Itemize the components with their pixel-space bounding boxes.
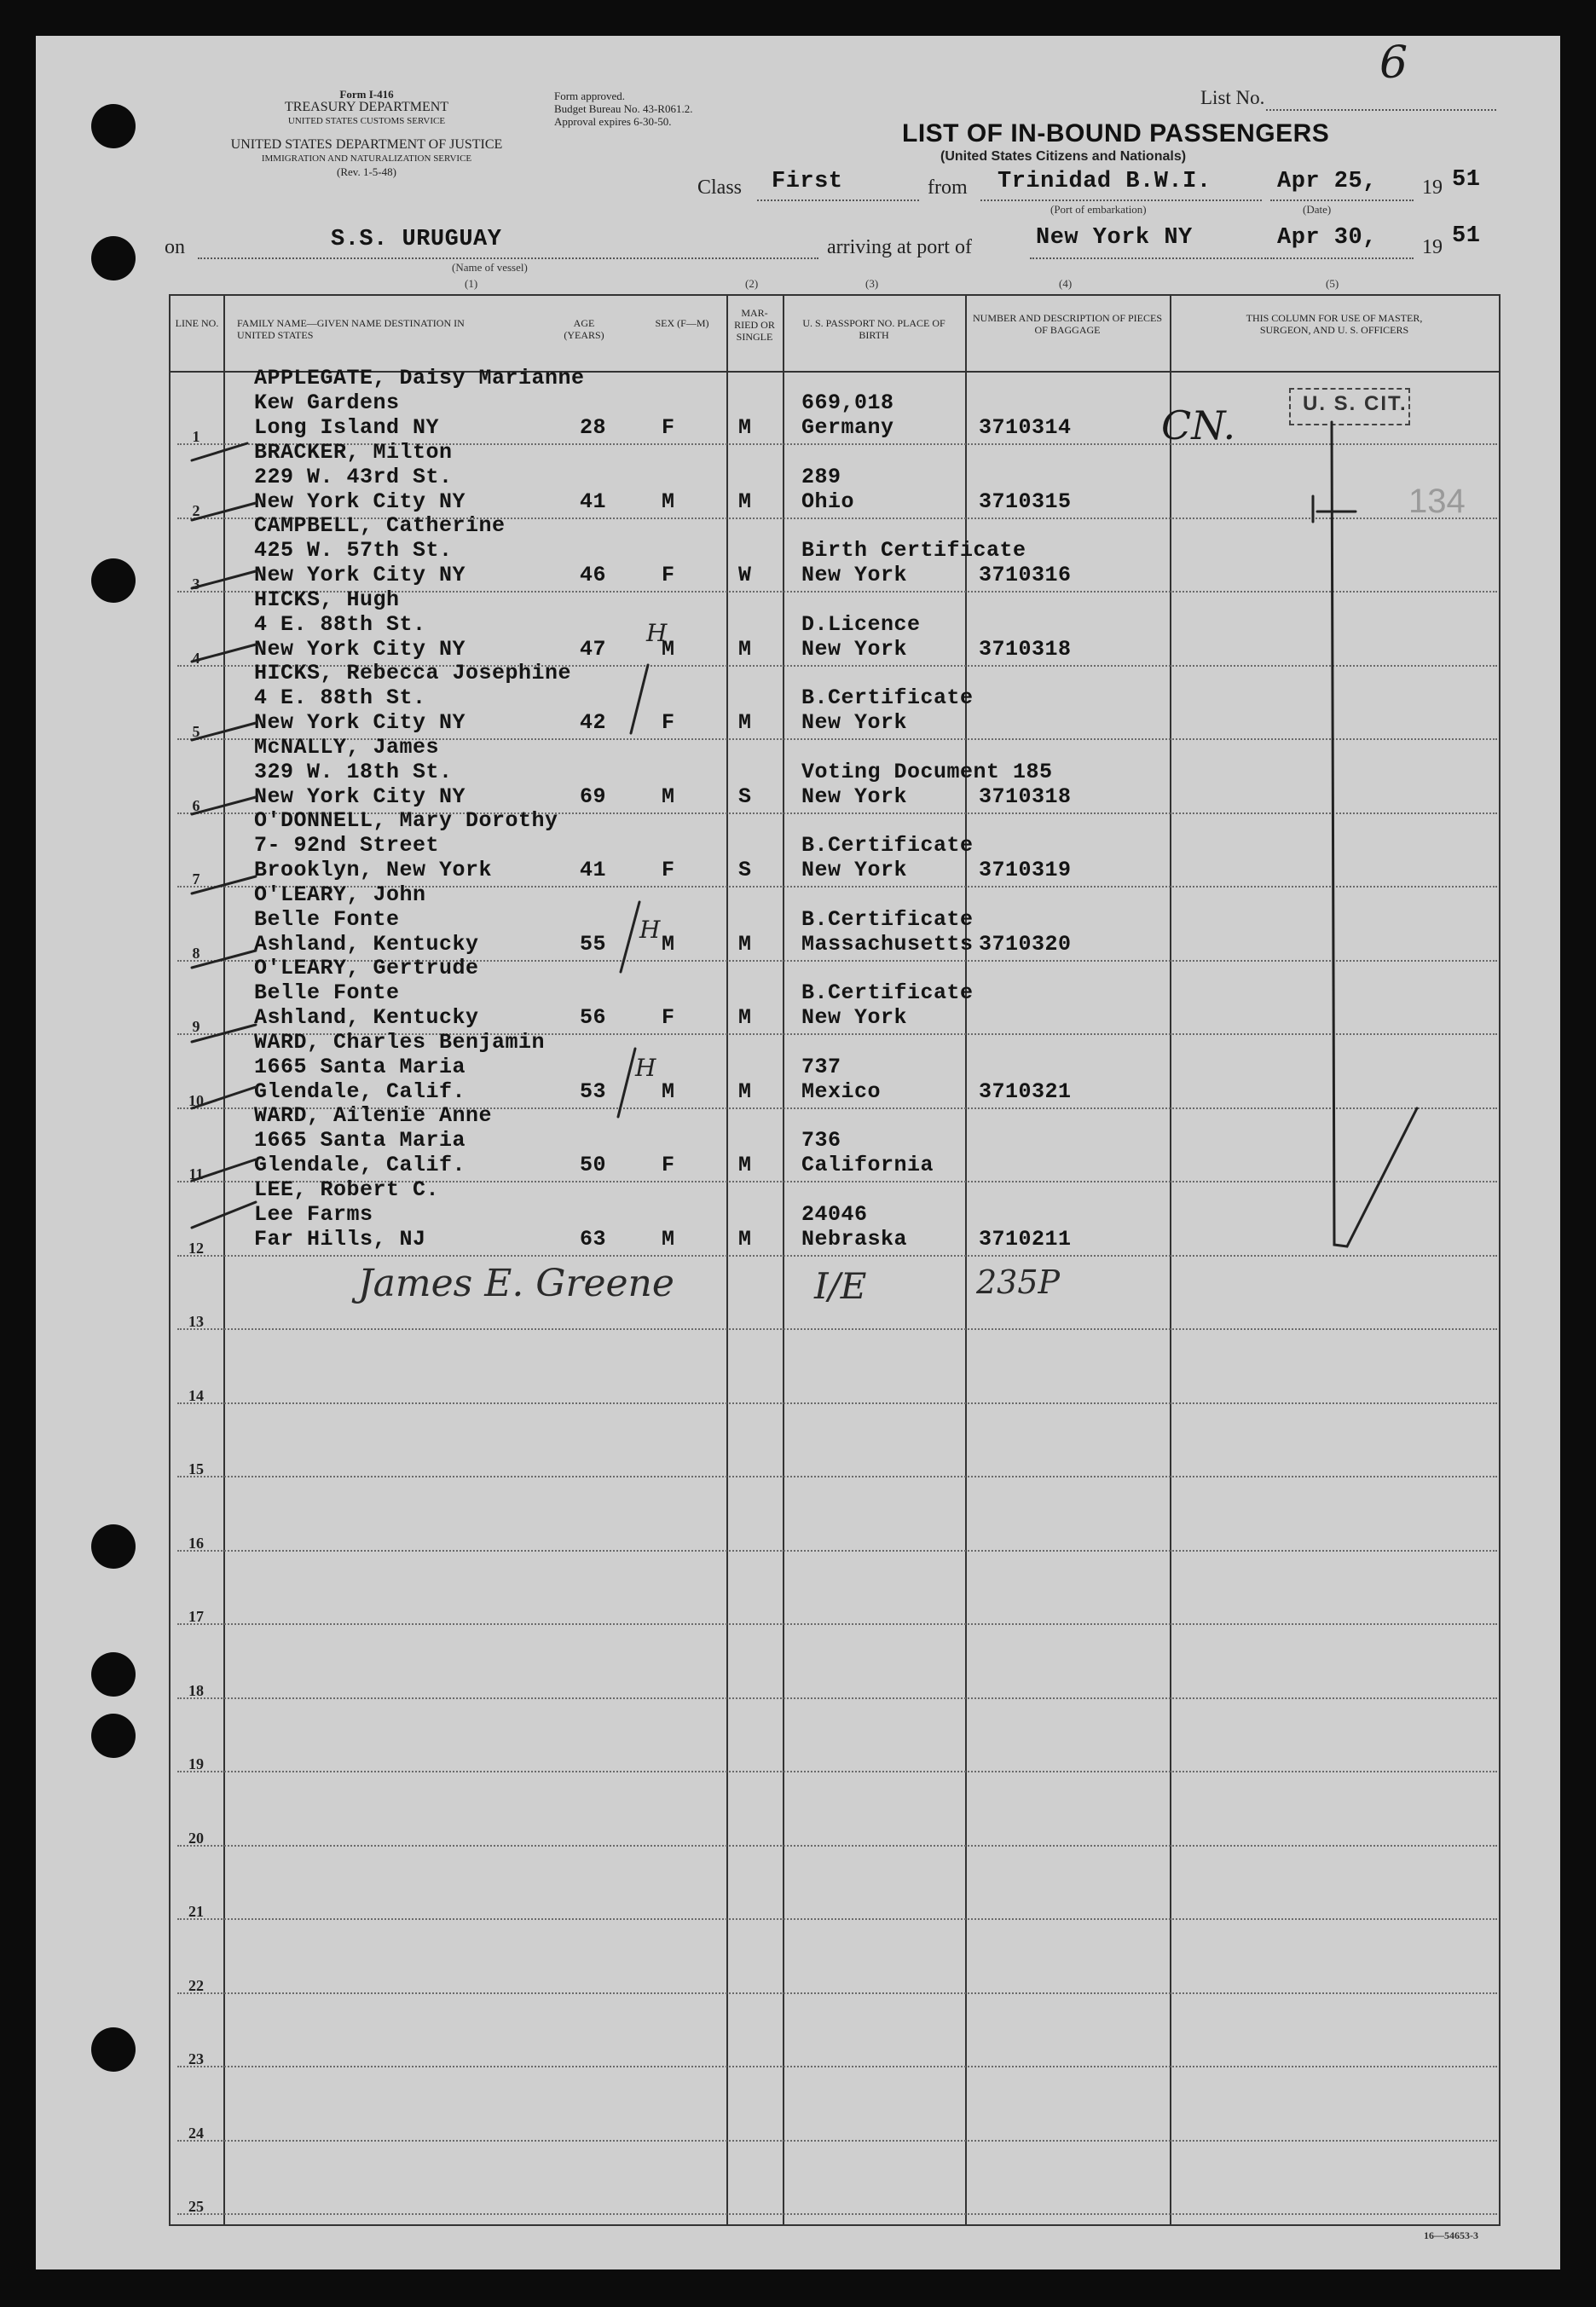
h-mark: H	[639, 916, 661, 944]
age: 47	[580, 637, 607, 662]
line-number: 20	[188, 1830, 204, 1847]
passenger-name: WARD, Charles Benjamin	[254, 1030, 546, 1055]
passport-document: B.Certificate	[801, 833, 974, 858]
us-cit-stamp-text: U. S. CIT.	[1303, 392, 1408, 415]
date-caption: (Date)	[1303, 203, 1332, 216]
col-header-baggage: NUMBER AND DESCRIPTION OF PIECES OF BAGGAGE	[972, 312, 1163, 336]
list-no-label: List No.	[1200, 87, 1265, 108]
age: 69	[580, 784, 607, 809]
destination-line-1: 4 E. 88th St.	[254, 685, 426, 710]
check-mark	[192, 571, 256, 588]
class-value: First	[772, 169, 843, 194]
class-label: Class	[697, 176, 743, 199]
passenger-name: O'LEARY, Gertrude	[254, 956, 479, 980]
marital-status: M	[738, 1079, 752, 1104]
destination-line-1: 425 W. 57th St.	[254, 538, 453, 563]
col-number: (2)	[745, 277, 759, 290]
destination-line-1: 329 W. 18th St.	[254, 760, 453, 784]
line-number: 13	[188, 1313, 204, 1330]
line-number: 22	[188, 1977, 204, 1994]
passenger-name: LEE, Robert C.	[254, 1177, 440, 1202]
passport-document: B.Certificate	[801, 907, 974, 932]
arrival-port-value: New York NY	[1036, 225, 1193, 251]
col-header-age: AGE (YEARS)	[564, 317, 604, 341]
passenger-name: HICKS, Rebecca Josephine	[254, 661, 572, 685]
signature-mid: I/E	[814, 1265, 867, 1307]
destination-line-2: Brooklyn, New York	[254, 858, 493, 882]
line-number: 12	[188, 1240, 204, 1257]
col-header-line: LINE NO.	[175, 317, 219, 329]
place-of-birth: Massachusetts	[801, 932, 974, 957]
line-number: 4	[192, 650, 200, 667]
passport-document: D.Licence	[801, 612, 921, 637]
destination-line-2: Ashland, Kentucky	[254, 932, 479, 957]
destination-line-1: 7- 92nd Street	[254, 833, 440, 858]
line-number: 24	[188, 2125, 204, 2142]
passport-document: 737	[801, 1055, 841, 1079]
destination-line-2: New York City NY	[254, 710, 466, 735]
col-number: (1)	[465, 277, 478, 290]
place-of-birth: New York	[801, 784, 908, 809]
page-number: 6	[1379, 38, 1408, 89]
passenger-name: CAMPBELL, Catherine	[254, 513, 506, 538]
passenger-name: O'DONNELL, Mary Dorothy	[254, 808, 558, 833]
passenger-name: O'LEARY, John	[254, 882, 426, 907]
passenger-name: BRACKER, Milton	[254, 440, 453, 465]
age: 50	[580, 1153, 607, 1177]
marital-status: M	[738, 710, 752, 735]
place-of-birth: Mexico	[801, 1079, 882, 1104]
passport-document: B.Certificate	[801, 980, 974, 1005]
sex: M	[662, 1227, 675, 1252]
slash-mark	[621, 902, 639, 972]
age: 55	[580, 932, 607, 957]
port-value: Trinidad B.W.I.	[998, 169, 1211, 194]
vessel-value: S.S. URUGUAY	[331, 227, 502, 252]
sex: M	[662, 489, 675, 514]
place-of-birth: California	[801, 1153, 934, 1177]
h-mark: H	[646, 619, 668, 647]
place-of-birth: New York	[801, 710, 908, 735]
baggage: 3710315	[979, 489, 1072, 514]
line-number: 15	[188, 1460, 204, 1477]
passport-document: Voting Document 185	[801, 760, 1053, 784]
marital-status: M	[738, 637, 752, 662]
sex: F	[662, 710, 675, 735]
check-mark	[192, 951, 256, 968]
check-mark	[192, 443, 247, 460]
destination-line-2: Ashland, Kentucky	[254, 1005, 479, 1030]
passport-document: 24046	[801, 1202, 868, 1227]
customs-service: UNITED STATES CUSTOMS SERVICE	[287, 116, 446, 126]
sex: M	[662, 784, 675, 809]
place-of-birth: Nebraska	[801, 1227, 908, 1252]
check-mark	[192, 1159, 256, 1181]
sex: F	[662, 415, 675, 440]
date-value: Apr 25,	[1277, 169, 1377, 194]
sex: F	[662, 858, 675, 882]
line-number: 3	[192, 575, 200, 593]
check-mark	[192, 645, 256, 662]
document-title: LIST OF IN-BOUND PASSENGERS	[902, 119, 1330, 147]
marital-status: M	[738, 415, 752, 440]
place-of-birth: New York	[801, 1005, 908, 1030]
baggage: 3710314	[979, 415, 1072, 440]
destination-line-1: 1665 Santa Maria	[254, 1128, 466, 1153]
age: 41	[580, 489, 607, 514]
destination-line-2: New York City NY	[254, 563, 466, 587]
justice-dept: UNITED STATES DEPARTMENT OF JUSTICE	[230, 137, 503, 152]
line-number: 25	[188, 2198, 204, 2215]
destination-line-1: Kew Gardens	[254, 390, 400, 415]
baggage: 3710318	[979, 637, 1072, 662]
line-number: 16	[188, 1535, 204, 1552]
slash-mark	[631, 665, 648, 733]
col-header-passport: U. S. PASSPORT NO. PLACE OF BIRTH	[802, 317, 945, 341]
passport-document: 669,018	[801, 390, 894, 415]
col-number: (3)	[865, 277, 879, 290]
marital-status: M	[738, 1153, 752, 1177]
line-number: 18	[188, 1682, 204, 1699]
age: 53	[580, 1079, 607, 1104]
destination-line-2: Glendale, Calif.	[254, 1079, 466, 1104]
slash-mark	[618, 1049, 635, 1117]
passenger-name: HICKS, Hugh	[254, 587, 400, 612]
line-number: 7	[192, 870, 200, 888]
marital-status: M	[738, 932, 752, 957]
sex: M	[662, 637, 675, 662]
revision: (Rev. 1-5-48)	[337, 165, 396, 178]
place-of-birth: Ohio	[801, 489, 855, 514]
line-number: 17	[188, 1608, 204, 1625]
year-value: 51	[1452, 167, 1481, 193]
destination-line-2: Far Hills, NJ	[254, 1227, 426, 1252]
check-mark	[192, 876, 256, 893]
baggage: 3710319	[979, 858, 1072, 882]
treasury-dept: TREASURY DEPARTMENT	[284, 100, 449, 114]
passenger-name: WARD, Ailenie Anne	[254, 1103, 493, 1128]
document-subtitle: (United States Citizens and Nationals)	[940, 149, 1187, 164]
sex: F	[662, 563, 675, 587]
form-number: Form I-416	[339, 88, 394, 101]
line-number: 11	[188, 1165, 204, 1182]
col-header-officers: THIS COLUMN FOR USE OF MASTER, SURGEON, AND U. S. OFFICERS	[1246, 312, 1423, 336]
passport-document: Birth Certificate	[801, 538, 1026, 563]
age: 56	[580, 1005, 607, 1030]
age: 28	[580, 415, 607, 440]
age: 46	[580, 563, 607, 587]
place-of-birth: New York	[801, 637, 908, 662]
check-mark	[192, 1202, 256, 1228]
baggage: 3710321	[979, 1079, 1072, 1104]
destination-line-1: Belle Fonte	[254, 980, 400, 1005]
destination-line-2: New York City NY	[254, 489, 466, 514]
marital-status: M	[738, 1227, 752, 1252]
port-caption: (Port of embarkation)	[1050, 203, 1147, 216]
destination-line-2: New York City NY	[254, 784, 466, 809]
arrival-year-prefix: 19	[1422, 236, 1443, 258]
initials-mark: CN.	[1161, 402, 1236, 448]
sex: M	[662, 932, 675, 957]
baggage: 3710316	[979, 563, 1072, 587]
destination-line-1: Lee Farms	[254, 1202, 373, 1227]
destination-line-2: Long Island NY	[254, 415, 440, 440]
baggage: 3710211	[979, 1227, 1072, 1252]
col-header-married: MAR-RIED OR SINGLE	[734, 307, 775, 343]
approval-expires: Approval expires 6-30-50.	[554, 115, 672, 128]
line-number: 8	[192, 945, 200, 962]
line-number: 9	[192, 1018, 200, 1035]
line-number: 5	[192, 723, 200, 740]
age: 63	[580, 1227, 607, 1252]
line-number: 23	[188, 2050, 204, 2067]
line-number: 21	[188, 1903, 204, 1920]
destination-line-1: Belle Fonte	[254, 907, 400, 932]
col-number: (5)	[1326, 277, 1339, 290]
destination-line-1: 229 W. 43rd St.	[254, 465, 453, 489]
marital-status: M	[738, 489, 752, 514]
mark-under-stamp	[1313, 496, 1356, 522]
arrival-year-value: 51	[1452, 223, 1481, 249]
form-approved: Form approved.	[554, 90, 626, 102]
vertical-tally	[1332, 422, 1417, 1246]
check-mark	[192, 503, 256, 520]
ins-service: IMMIGRATION AND NATURALIZATION SERVICE	[261, 153, 472, 164]
line-number: 6	[192, 797, 200, 814]
passenger-name: McNALLY, James	[254, 735, 440, 760]
line-number: 19	[188, 1755, 204, 1772]
check-mark	[192, 723, 256, 740]
marital-status: S	[738, 784, 752, 809]
check-mark	[192, 797, 256, 814]
budget-bureau: Budget Bureau No. 43-R061.2.	[554, 102, 693, 115]
passport-document: 289	[801, 465, 841, 489]
age: 42	[580, 710, 607, 735]
passenger-name: APPLEGATE, Daisy Marianne	[254, 366, 585, 390]
destination-line-1: 4 E. 88th St.	[254, 612, 426, 637]
place-of-birth: New York	[801, 563, 908, 587]
place-of-birth: New York	[801, 858, 908, 882]
col-header-sex: SEX (F—M)	[655, 317, 709, 329]
line-number: 14	[188, 1387, 204, 1404]
col-header-name: FAMILY NAME—GIVEN NAME DESTINATION IN UNITED STATES	[237, 317, 465, 341]
sex: M	[662, 1079, 675, 1104]
sex: F	[662, 1005, 675, 1030]
signature: James E. Greene	[358, 1262, 674, 1305]
destination-line-2: New York City NY	[254, 637, 466, 662]
marital-status: S	[738, 858, 752, 882]
place-of-birth: Germany	[801, 415, 894, 440]
check-mark	[192, 1025, 256, 1042]
footer-code: 16—54653-3	[1424, 2229, 1478, 2241]
sex: F	[662, 1153, 675, 1177]
line-number: 1	[192, 428, 200, 445]
baggage: 3710318	[979, 784, 1072, 809]
faint-count: 134	[1408, 483, 1466, 520]
age: 41	[580, 858, 607, 882]
year-prefix: 19	[1422, 176, 1443, 199]
arrival-date-value: Apr 30,	[1277, 225, 1377, 251]
marital-status: W	[738, 563, 752, 587]
check-mark	[192, 1087, 256, 1108]
destination-line-1: 1665 Santa Maria	[254, 1055, 466, 1079]
h-mark: H	[635, 1054, 656, 1082]
line-number: 10	[188, 1092, 204, 1109]
passport-document: 736	[801, 1128, 841, 1153]
marital-status: M	[738, 1005, 752, 1030]
passport-document: B.Certificate	[801, 685, 974, 710]
vessel-caption: (Name of vessel)	[452, 261, 528, 274]
signature-right: 235P	[976, 1263, 1061, 1301]
arriving-label: arriving at port of	[827, 236, 972, 258]
col-number: (4)	[1059, 277, 1073, 290]
from-label: from	[928, 176, 968, 199]
destination-line-2: Glendale, Calif.	[254, 1153, 466, 1177]
baggage: 3710320	[979, 932, 1072, 957]
line-number: 2	[192, 502, 200, 519]
on-label: on	[165, 236, 185, 258]
